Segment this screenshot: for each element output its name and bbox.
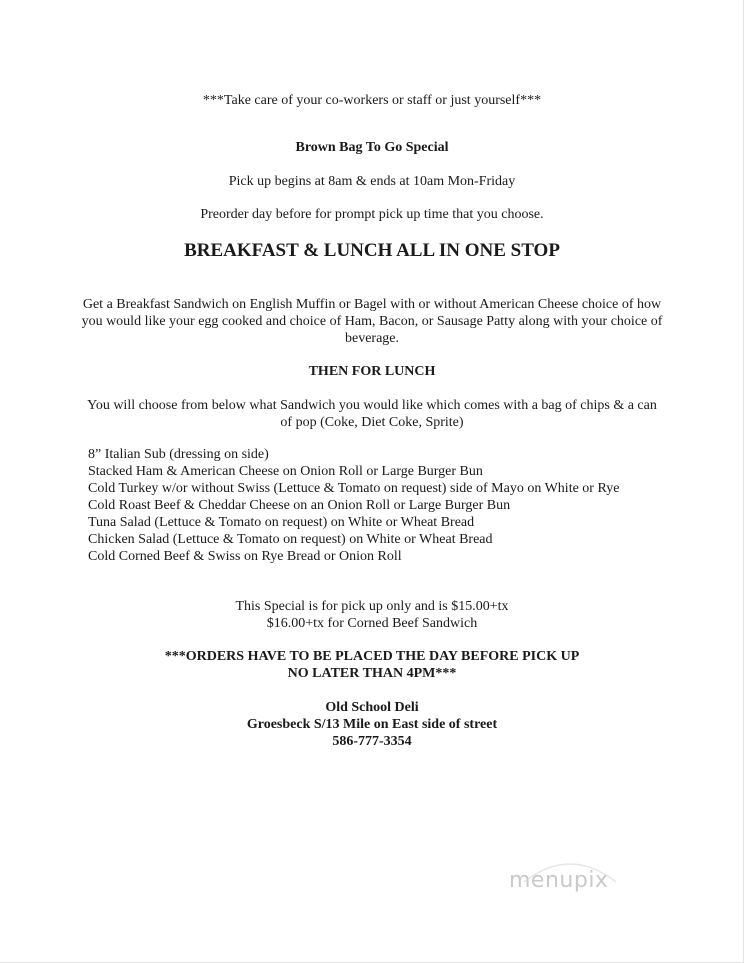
list-item: Cold Corned Beef & Swiss on Rye Bread or Onion Roll xyxy=(88,549,402,564)
order-deadline-line-2: NO LATER THAN 4PM*** xyxy=(287,666,457,681)
care-notice: ***Take care of your co-workers or staff or just yourself*** xyxy=(202,93,542,108)
breakfast-description: Get a Breakfast Sandwich on English Muffin or Bagel with or without American Cheese choice of how you would like your egg cooked and choice of Ham, Bacon, or Sausage Patty along with your choice of beverage. xyxy=(81,297,663,346)
corned-beef-price: $16.00+tx for Corned Beef Sandwich xyxy=(266,616,478,631)
price-line: This Special is for pick up only and is $15.00+tx xyxy=(235,599,509,614)
lunch-description: You will choose from below what Sandwich you would like which comes with a bag of chips & a can of pop (Coke, Diet Coke, Sprite) xyxy=(87,398,657,430)
pickup-hours: Pick up begins at 8am & ends at 10am Mon-Friday xyxy=(228,174,516,189)
order-deadline-line-1: ***ORDERS HAVE TO BE PLACED THE DAY BEFORE PICK UP xyxy=(164,649,580,664)
headline: BREAKFAST & LUNCH ALL IN ONE STOP xyxy=(184,240,560,261)
list-item: Tuna Salad (Lettuce & Tomato on request) on White or Wheat Bread xyxy=(88,515,475,530)
list-item: Cold Turkey w/or without Swiss (Lettuce & Tomato on request) side of Mayo on White or Rye xyxy=(88,481,620,496)
sandwich-list xyxy=(88,446,619,565)
list-item: 8” Italian Sub (dressing on side) xyxy=(88,447,269,462)
restaurant-phone: 586-777-3354 xyxy=(332,734,412,749)
special-title: Brown Bag To Go Special xyxy=(295,140,449,155)
lunch-heading: THEN FOR LUNCH xyxy=(308,364,436,379)
preorder-note: Preorder day before for prompt pick up time that you choose. xyxy=(200,207,544,222)
list-item: Cold Roast Beef & Cheddar Cheese on an Onion Roll or Large Burger Bun xyxy=(88,498,511,513)
restaurant-name: Old School Deli xyxy=(325,700,419,715)
restaurant-location: Groesbeck S/13 Mile on East side of street xyxy=(246,717,498,732)
list-item: Stacked Ham & American Cheese on Onion Roll or Large Burger Bun xyxy=(88,464,483,479)
watermark-text: menupix xyxy=(509,868,609,893)
list-item: Chicken Salad (Lettuce & Tomato on request) on White or Wheat Bread xyxy=(88,532,493,547)
